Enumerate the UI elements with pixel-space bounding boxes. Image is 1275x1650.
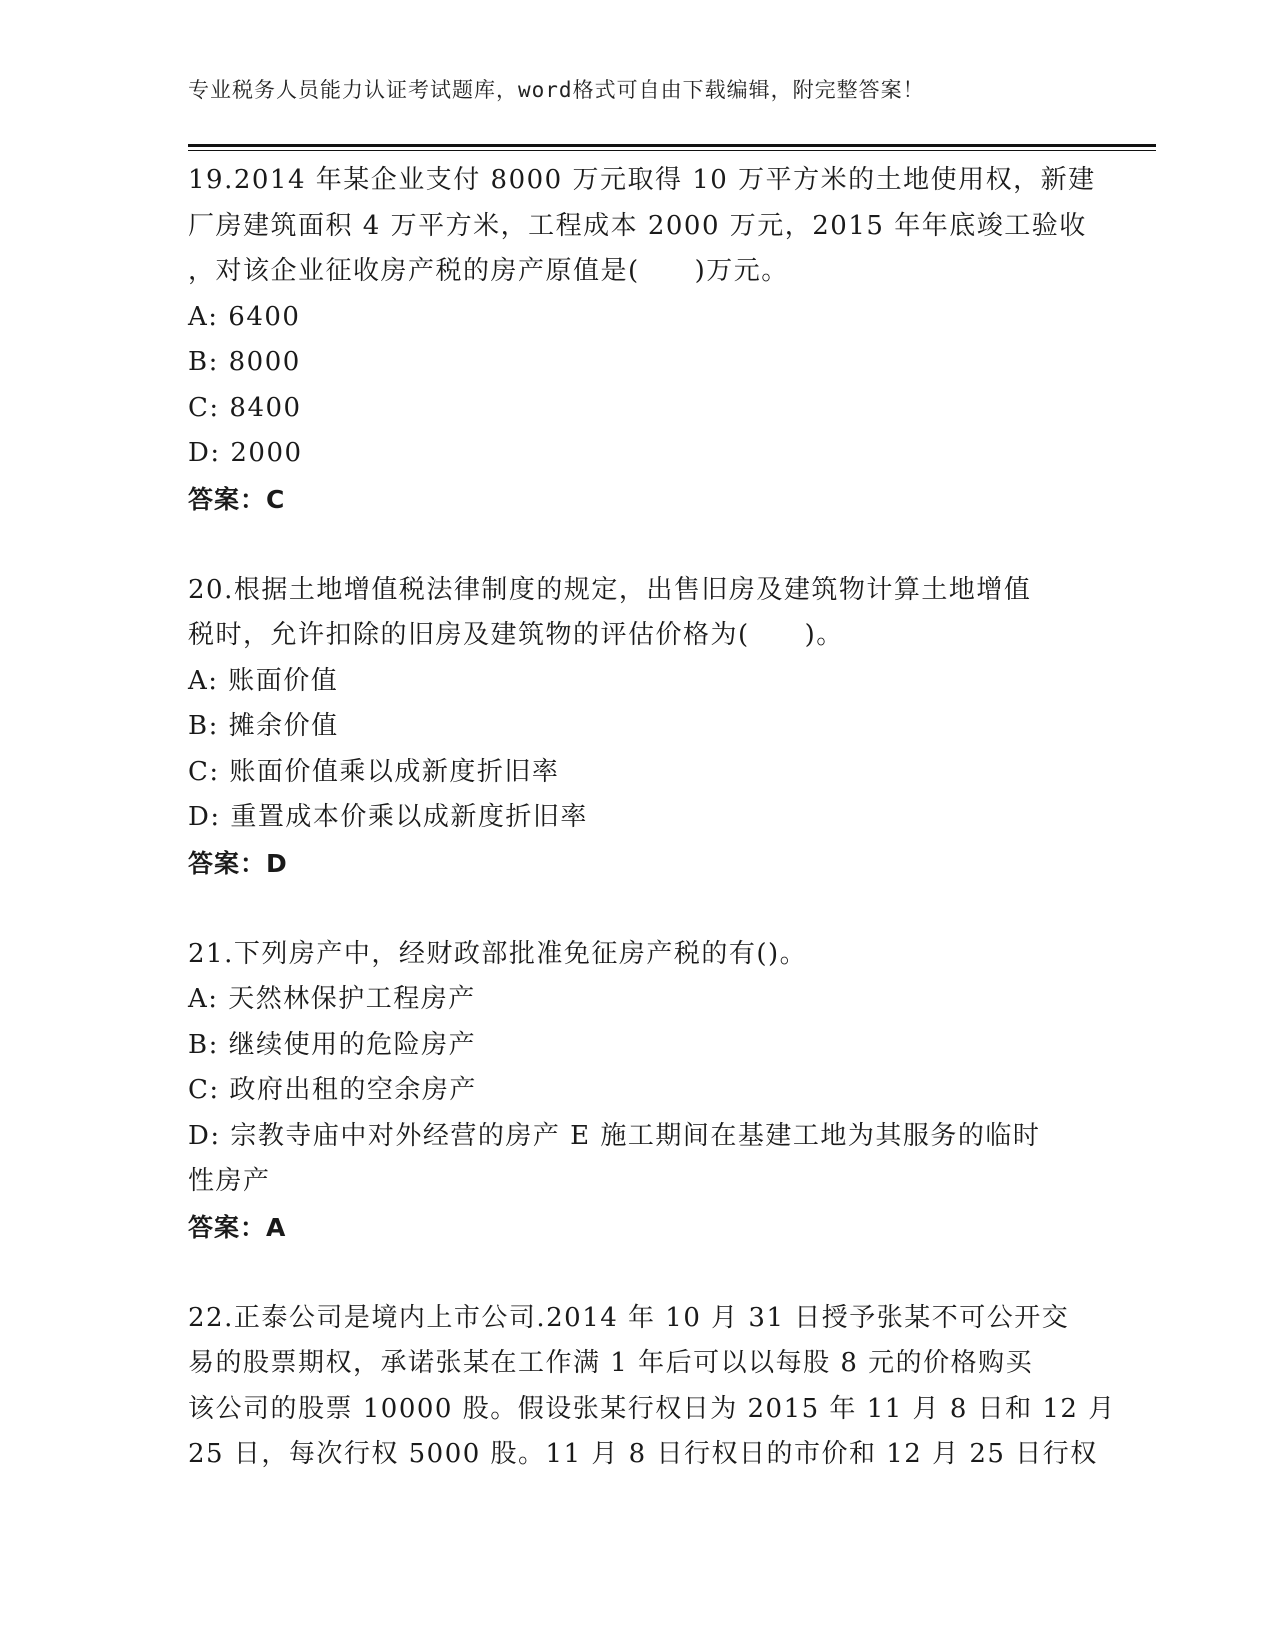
question-22 [188, 1296, 1116, 1478]
page-header: 专业税务人员能力认证考试题库，word格式可自由下载编辑，附完整答案！ [188, 78, 925, 102]
answer-label: 答案：A [188, 1212, 287, 1242]
question-21 [188, 932, 1088, 1251]
question-stem-line: 21.下列房产中，经财政部批准免征房产税的有()。 [188, 938, 808, 969]
question-stem-line: 19.2014 年某企业支付 8000 万元取得 10 万平方米的土地使用权，新建 [188, 165, 1096, 195]
option-c: C: 8400 [188, 392, 302, 423]
question-19 [188, 158, 1096, 522]
option-d: D: 2000 [188, 438, 303, 468]
question-stem-line: 22.正泰公司是境内上市公司.2014 年 10 月 31 日授予张某不可公开交 [188, 1302, 1070, 1333]
option-b: B: 摊余价值 [188, 711, 339, 741]
option-a: A: 账面价值 [188, 665, 339, 696]
option-c: C: 政府出租的空余房产 [188, 1075, 477, 1105]
option-d-continued: 性房产 [188, 1166, 271, 1196]
option-b: B: 继续使用的危险房产 [188, 1029, 477, 1060]
question-stem-line: 25 日，每次行权 5000 股。11 月 8 日行权日的市价和 12 月 25 日行权 [188, 1439, 1098, 1469]
option-b: B: 8000 [188, 347, 301, 377]
answer-label: 答案：D [188, 848, 288, 878]
option-d: D: 宗教寺庙中对外经营的房产 E 施工期间在基建工地为其服务的临时 [188, 1120, 1041, 1151]
option-a: A: 天然林保护工程房产 [188, 984, 476, 1014]
question-list [188, 158, 1116, 1523]
option-c: C: 账面价值乘以成新度折旧率 [188, 756, 560, 787]
option-a: A: 6400 [188, 301, 301, 332]
question-stem-line: 厂房建筑面积 4 万平方米，工程成本 2000 万元，2015 年年底竣工验收 [188, 210, 1087, 241]
question-stem-line: 20.根据土地增值税法律制度的规定，出售旧房及建筑物计算土地增值 [188, 574, 1032, 605]
question-20 [188, 568, 1088, 887]
answer-label: 答案：C [188, 484, 286, 514]
option-d: D: 重置成本价乘以成新度折旧率 [188, 802, 588, 832]
header-rule-thick [188, 144, 1156, 147]
question-stem-line: 易的股票期权，承诺张某在工作满 1 年后可以以每股 8 元的价格购买 [188, 1348, 1034, 1378]
header-rule-thin [188, 150, 1156, 151]
question-stem-line: 该公司的股票 10000 股。假设张某行权日为 2015 年 11 月 8 日和 12 月 [188, 1393, 1116, 1424]
question-stem-line: 税时，允许扣除的旧房及建筑物的评估价格为( )。 [188, 620, 844, 650]
question-stem-line: ，对该企业征收房产税的房产原值是( )万元。 [188, 256, 789, 286]
